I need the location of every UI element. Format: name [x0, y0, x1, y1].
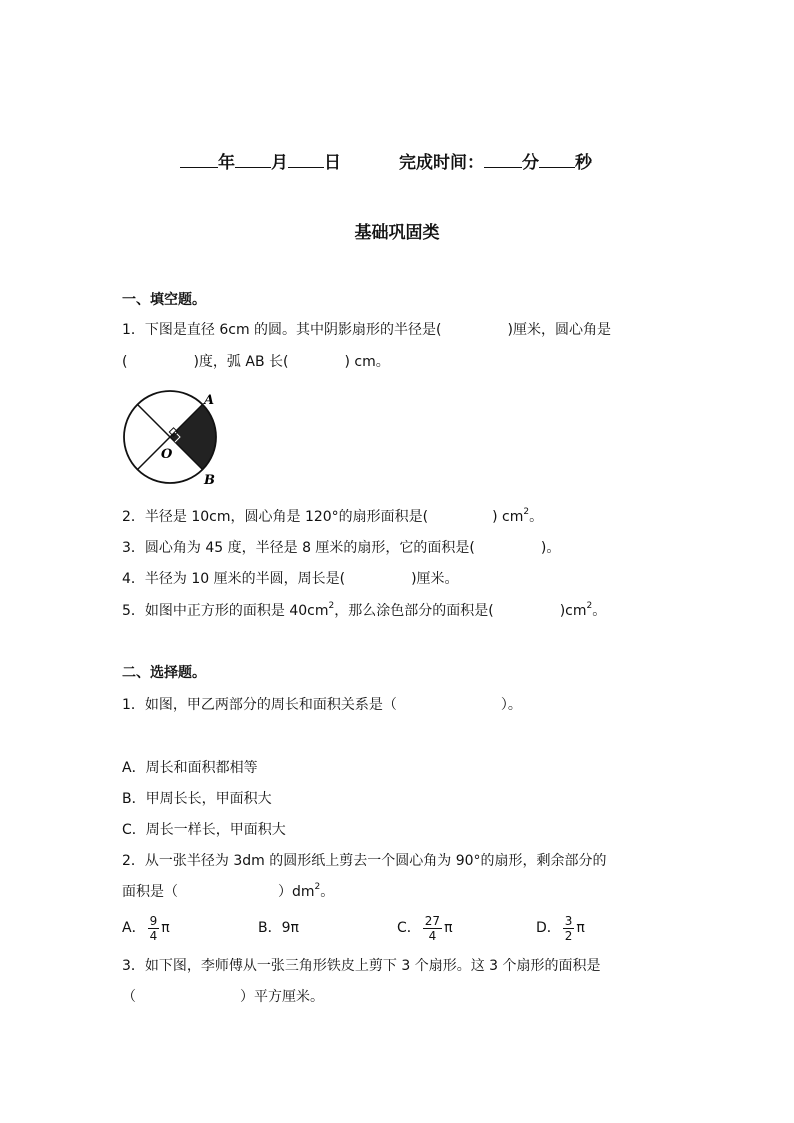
time-label: 完成时间：	[399, 153, 484, 173]
day-label: 日	[324, 153, 341, 173]
s2-q1-option-a[interactable]: A．周长和面积都相等	[122, 760, 258, 776]
second-label: 秒	[575, 153, 592, 173]
label-o: O	[161, 447, 173, 462]
q1-line2: ( )度，弧 AB 长( ) cm。	[122, 354, 390, 370]
s2-q3-line2: （ ）平方厘米。	[122, 989, 324, 1005]
s2-q1-option-b[interactable]: B．甲周长长，甲面积大	[122, 791, 272, 807]
circle-figure	[118, 390, 228, 490]
label-a: A	[204, 393, 215, 408]
section1-heading: 一、填空题。	[122, 292, 206, 308]
s2-q1-option-c[interactable]: C．周长一样长，甲面积大	[122, 822, 286, 838]
q4-line: 4．半径为 10 厘米的半圆，周长是( )厘米。	[122, 571, 459, 587]
s2-q1-line: 1．如图，甲乙两部分的周长和面积关系是（ ）。	[122, 697, 522, 713]
month-blank[interactable]	[235, 153, 271, 168]
fraction-9-4: $\frac{9}{4}$	[149, 913, 158, 943]
minute-blank[interactable]	[484, 153, 522, 168]
s2-q2-line1: 2．从一张半径为 3dm 的圆形纸上剪去一个圆心角为 90°的扇形，剩余部分的	[122, 853, 607, 869]
second-blank[interactable]	[539, 153, 575, 168]
year-label: 年	[218, 153, 235, 173]
fraction-3-2: $\frac{3}{2}$	[564, 913, 573, 943]
s2-q2-line2: 面积是（ ）$dm^2$。	[122, 882, 335, 900]
minute-label: 分	[522, 153, 539, 173]
q1-line1: 1．下图是直径 6cm 的圆。其中阴影扇形的半径是( )厘米，圆心角是	[122, 322, 611, 338]
s2-q2-option-a[interactable]: A． $\frac{9}{4}$ π	[122, 913, 170, 943]
s2-q2-option-c[interactable]: C． $\frac{27}{4}$ π	[397, 913, 453, 943]
date-row	[180, 148, 592, 173]
q5-line: 5．如图中正方形的面积是 $40cm^2$，那么涂色部分的面积是( )$cm^2$。	[122, 601, 607, 619]
year-blank[interactable]	[180, 153, 218, 168]
q2-line: 2．半径是 10cm，圆心角是 120°的扇形面积是( ) $cm^2$。	[122, 507, 544, 525]
s2-q3-line1: 3．如下图，李师傅从一张三角形铁皮上剪下 3 个扇形。这 3 个扇形的面积是	[122, 958, 601, 974]
s2-q2-option-b[interactable]: B．9π	[258, 920, 299, 936]
label-b: B	[204, 473, 215, 488]
section2-heading: 二、选择题。	[122, 665, 206, 681]
page-title: 基础巩固类	[354, 223, 440, 243]
month-label: 月	[271, 153, 288, 173]
s2-q2-option-d[interactable]: D． $\frac{3}{2}$ π	[536, 913, 585, 943]
q3-line: 3．圆心角为 45 度，半径是 8 厘米的扇形，它的面积是( )。	[122, 540, 561, 556]
day-blank[interactable]	[288, 153, 324, 168]
fraction-27-4: $\frac{27}{4}$	[424, 913, 441, 943]
